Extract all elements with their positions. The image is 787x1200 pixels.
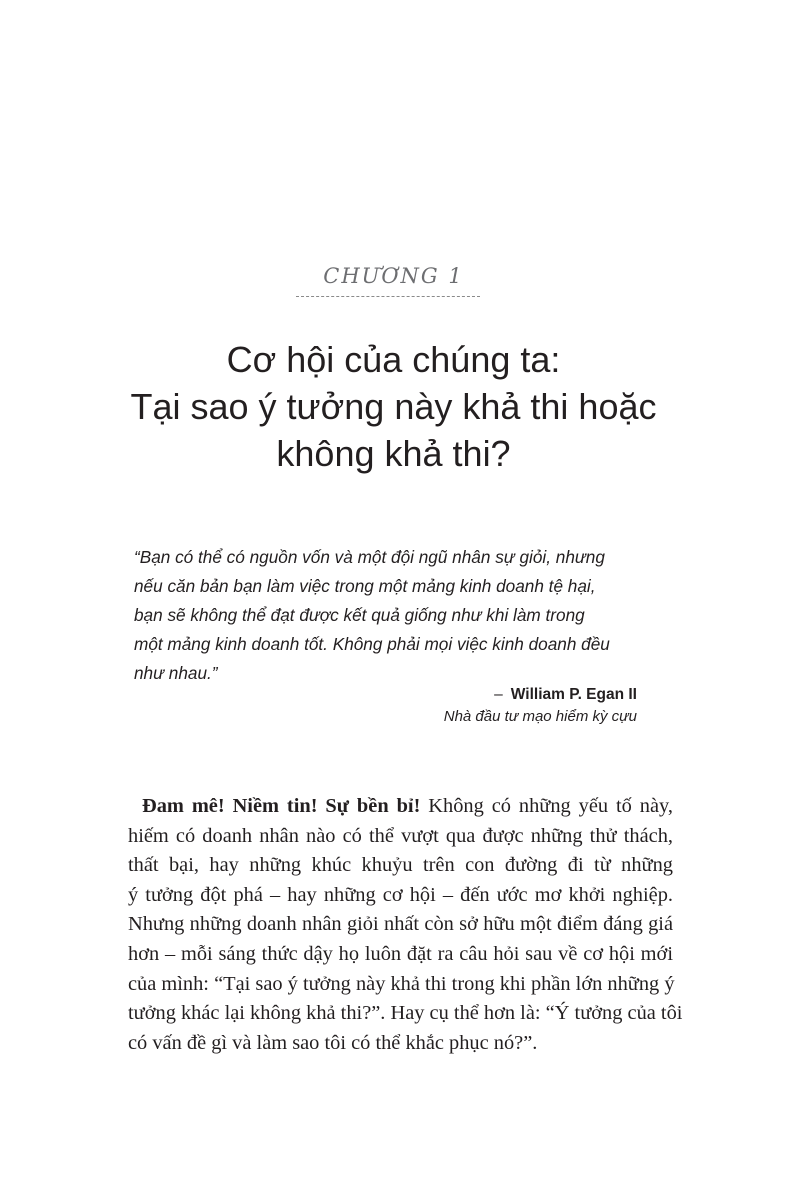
attribution-role: Nhà đầu tư mạo hiểm kỳ cựu [443,708,637,725]
epigraph-line: bạn sẽ không thể đạt được kết quả giống như khi làm trong [134,605,585,625]
epigraph-line: một mảng kinh doanh tốt. Không phải mọi việc kinh doanh đều [134,634,610,654]
chapter-title-line: không khả thi? [276,433,511,474]
body-line: hơn – mỗi sáng thức dậy họ luôn đặt ra câu hỏi sau về cơ hội mới [128,942,673,965]
body-line: ý tưởng đột phá – hay những cơ hội – đến ước mơ khởi nghiệp. [128,883,673,906]
body-line: hiếm có doanh nhân nào có thể vượt qua được những thử thách, [128,824,673,847]
attribution-dash: – [494,686,503,703]
body-paragraph [128,792,683,1058]
body-line: Nhưng những doanh nhân giỏi nhất còn sở hữu một điểm đáng giá [128,913,673,936]
epigraph-line: nếu căn bản bạn làm việc trong một mảng kinh doanh tệ hại, [134,576,596,596]
attribution-author: William P. Egan II [510,686,637,703]
body-line-rest: Không có những yếu tố này, [420,795,673,817]
epigraph-quote [134,543,644,688]
chapter-title-line: Cơ hội của chúng ta: [226,339,561,380]
chapter-title [0,336,787,477]
chapter-title-line: Tại sao ý tưởng này khả thi hoặc [130,386,657,427]
body-line [128,792,673,822]
body-line: thất bại, hay những khúc khuỷu trên con đường đi từ những [128,854,673,877]
epigraph-attribution [494,686,637,704]
body-line: của mình: “Tại sao ý tưởng này khả thi trong khi phần lớn những ý [128,972,675,995]
body-lead-bold: Đam mê! Niềm tin! Sự bền bỉ! [142,795,421,817]
epigraph-line: như nhau.” [134,663,218,683]
chapter-divider [296,296,480,297]
body-line: có vấn đề gì và làm sao tôi có thể khắc phục nó?”. [128,1031,538,1054]
epigraph-line: “Bạn có thể có nguồn vốn và một đội ngũ nhân sự giỏi, nhưng [134,547,605,567]
chapter-label: CHƯƠNG 1 [323,264,464,288]
body-line: tưởng khác lại không khả thi?”. Hay cụ thể hơn là: “Ý tưởng của tôi [128,1002,683,1025]
